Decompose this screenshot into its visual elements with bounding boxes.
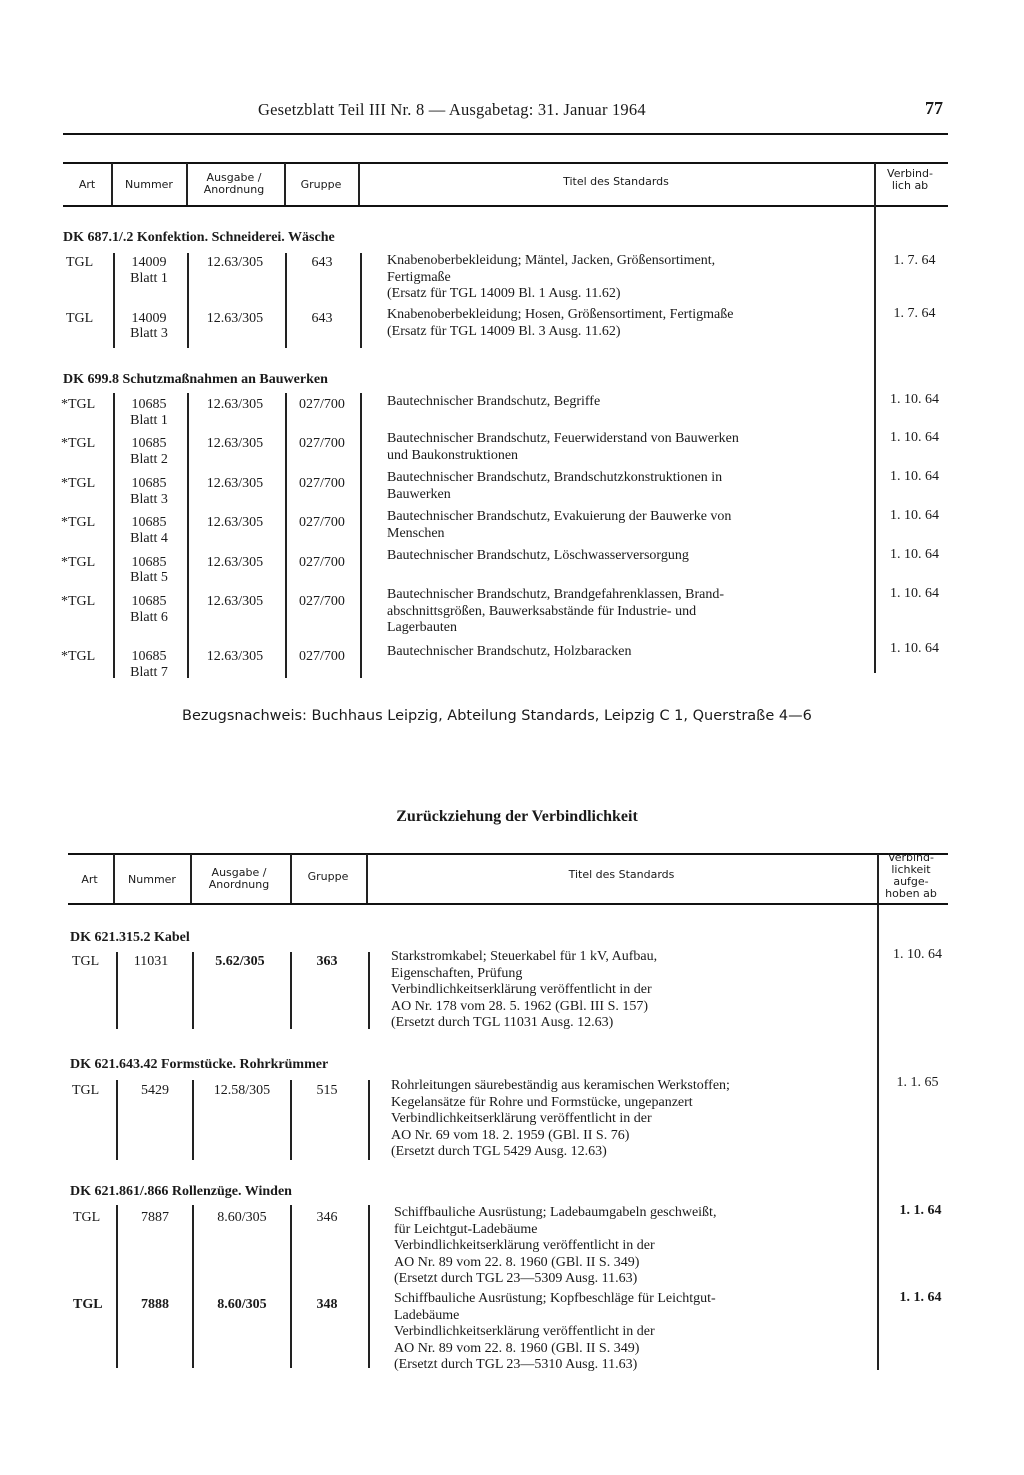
cell-date: 1. 10. 64	[890, 508, 939, 523]
col-sep	[192, 1205, 194, 1368]
cell-date: 1. 10. 64	[890, 547, 939, 562]
section-heading: DK 699.8 Schutzmaßnahmen an Bauwerken	[63, 372, 328, 387]
cell-ausgabe: 12.63/305	[206, 476, 264, 491]
cell-blatt: Blatt 3	[130, 492, 168, 507]
title-line: Bautechnischer Brandschutz, Feuerwiderstand von Bauwerken	[387, 431, 739, 446]
cell-date: 1. 10. 64	[890, 392, 939, 407]
cell-date: 1. 7. 64	[893, 253, 936, 268]
cell-ausgabe: 12.63/305	[206, 397, 264, 412]
col-sep	[186, 163, 188, 205]
title-line: Knabenoberbekleidung; Hosen, Größensortiment, Fertigmaße	[387, 307, 734, 322]
cell-date: 1. 10. 64	[890, 641, 939, 656]
cell-blatt: Blatt 5	[130, 570, 168, 585]
cell-nummer: 7887	[141, 1210, 169, 1225]
cell-art: *TGL	[61, 649, 96, 664]
col-header-titel: Titel des Standards	[568, 868, 675, 881]
cell-gruppe: 643	[311, 311, 333, 326]
col-sep	[874, 163, 876, 205]
col-sep	[360, 393, 362, 678]
cell-ausgabe: 12.63/305	[206, 255, 264, 270]
title-line: Bautechnischer Brandschutz, Evakuierung der Bauwerke von	[387, 509, 732, 524]
col-sep	[360, 253, 362, 348]
cell-blatt: Blatt 7	[130, 665, 168, 680]
cell-titel	[387, 587, 867, 637]
cell-blatt: Blatt 1	[130, 413, 168, 428]
cell-titel	[387, 253, 867, 303]
title-line: Bautechnischer Brandschutz, Brandschutzkonstruktionen in	[387, 470, 723, 485]
cell-nummer: 10685	[131, 476, 167, 491]
col-sep	[190, 854, 192, 903]
cell-nummer: 10685	[131, 515, 167, 530]
title-line: Schiffbauliche Ausrüstung; Kopfbeschläge für Leichtgut-	[394, 1291, 716, 1306]
page-number: 77	[925, 98, 943, 118]
table1-header-rule	[63, 205, 948, 207]
title-line: Verbindlichkeitserklärung veröffentlicht in der	[394, 1238, 655, 1253]
cell-titel	[387, 470, 867, 503]
cell-ausgabe: 12.63/305	[206, 515, 264, 530]
cell-blatt: Blatt 4	[130, 531, 168, 546]
cell-nummer: 14009	[131, 255, 167, 270]
cell-ausgabe: 12.63/305	[206, 436, 264, 451]
cell-gruppe: 027/700	[299, 515, 345, 530]
cell-art: TGL	[72, 1083, 100, 1098]
col-sep	[290, 1205, 292, 1368]
cell-art: TGL	[66, 255, 94, 270]
col-header-ausgabe: Ausgabe / Anordnung	[208, 866, 270, 891]
cell-date: 1. 1. 64	[899, 1203, 942, 1218]
title-line: Verbindlichkeitserklärung veröffentlicht in der	[394, 1324, 655, 1339]
cell-date: 1. 10. 64	[890, 469, 939, 484]
col-header-verbindlich: Verbind- lich ab	[887, 167, 933, 192]
col-sep	[368, 1080, 370, 1160]
title-line: Lagerbauten	[387, 620, 457, 635]
cell-gruppe: 027/700	[299, 555, 345, 570]
col-header-ausgabe: Ausgabe / Anordnung	[203, 171, 265, 196]
title-line: AO Nr. 178 vom 28. 5. 1962 (GBl. III S. 157)	[391, 998, 649, 1014]
cell-titel	[387, 307, 867, 340]
bezugsnachweis: Bezugsnachweis: Buchhaus Leipzig, Abteilung Standards, Leipzig C 1, Querstraße 4—6	[182, 708, 812, 724]
cell-nummer: 10685	[131, 594, 167, 609]
cell-ausgabe: 12.58/305	[213, 1083, 271, 1098]
cell-date: 1. 10. 64	[890, 430, 939, 445]
cell-art: *TGL	[61, 555, 96, 570]
title-line: Eigenschaften, Prüfung	[391, 965, 523, 981]
title-line: Schiffbauliche Ausrüstung; Ladebaumgabeln geschweißt,	[394, 1205, 717, 1220]
cell-titel	[391, 1078, 871, 1161]
col-header-gruppe: Gruppe	[307, 870, 349, 883]
title-line: Ladebäume	[394, 1307, 460, 1323]
cell-art: *TGL	[61, 436, 96, 451]
section-heading: DK 687.1/.2 Konfektion. Schneiderei. Wäsche	[63, 230, 335, 245]
cell-ausgabe: 8.60/305	[217, 1297, 267, 1312]
cell-gruppe: 348	[316, 1297, 338, 1312]
running-header: Gesetzblatt Teil III Nr. 8 — Ausgabetag: 31. Januar 1964	[258, 100, 646, 119]
table2-top-rule	[68, 853, 948, 855]
cell-date: 1. 1. 64	[899, 1290, 942, 1305]
section-heading: DK 621.315.2 Kabel	[70, 930, 190, 945]
cell-nummer: 10685	[131, 555, 167, 570]
title-line: Bautechnischer Brandschutz, Holzbaracken	[387, 644, 632, 659]
cell-gruppe: 515	[316, 1083, 338, 1098]
cell-gruppe: 027/700	[299, 649, 345, 664]
title-line: (Ersatz für TGL 14009 Bl. 3 Ausg. 11.62)	[387, 323, 621, 339]
cell-ausgabe: 12.63/305	[206, 649, 264, 664]
cell-nummer: 11031	[133, 954, 169, 969]
table1-top-rule	[63, 162, 948, 164]
title-line: AO Nr. 89 vom 22. 8. 1960 (GBl. II S. 349)	[394, 1340, 640, 1356]
cell-gruppe: 027/700	[299, 476, 345, 491]
cell-titel	[387, 509, 867, 542]
cell-ausgabe: 12.63/305	[206, 555, 264, 570]
title-line: Starkstromkabel; Steuerkabel für 1 kV, Aufbau,	[391, 949, 658, 964]
cell-gruppe: 346	[316, 1210, 338, 1225]
title-line: Fertigmaße	[387, 269, 451, 285]
cell-art: *TGL	[61, 476, 96, 491]
cell-art: TGL	[73, 1210, 101, 1225]
title-line: (Ersetzt durch TGL 5429 Ausg. 12.63)	[391, 1144, 607, 1159]
cell-nummer: 10685	[131, 436, 167, 451]
cell-blatt: Blatt 2	[130, 452, 168, 467]
col-header-gruppe: Gruppe	[300, 178, 342, 191]
cell-nummer: 10685	[131, 649, 167, 664]
title-line: AO Nr. 69 vom 18. 2. 1959 (GBl. II S. 76)	[391, 1127, 630, 1143]
section-heading: DK 621.643.42 Formstücke. Rohrkrümmer	[70, 1057, 329, 1072]
cell-art: TGL	[66, 311, 94, 326]
cell-art: *TGL	[61, 397, 96, 412]
cell-titel	[387, 394, 867, 411]
cell-nummer: 14009	[131, 311, 167, 326]
cell-blatt: Blatt 6	[130, 610, 168, 625]
title-line: (Ersetzt durch TGL 23—5310 Ausg. 11.63)	[394, 1357, 638, 1372]
cell-nummer: 5429	[141, 1083, 169, 1098]
cell-titel	[394, 1291, 874, 1374]
cell-ausgabe: 12.63/305	[206, 594, 264, 609]
col-header-titel: Titel des Standards	[563, 175, 669, 188]
cell-ausgabe: 8.60/305	[217, 1210, 267, 1225]
cell-date: 1. 10. 64	[893, 947, 942, 962]
cell-date: 1. 7. 64	[893, 306, 936, 321]
title-line: Bauwerken	[387, 486, 451, 502]
section-title: Zurückziehung der Verbindlichkeit	[396, 808, 638, 825]
cell-titel	[387, 548, 867, 565]
cell-date: 1. 1. 65	[896, 1075, 939, 1090]
col-sep	[874, 205, 876, 673]
cell-titel	[387, 644, 867, 661]
cell-titel	[387, 431, 867, 464]
header-rule	[63, 133, 948, 135]
col-sep	[368, 1205, 370, 1368]
col-sep	[877, 854, 879, 903]
cell-date: 1. 10. 64	[890, 586, 939, 601]
cell-blatt: Blatt 1	[130, 271, 168, 286]
cell-gruppe: 363	[316, 954, 338, 969]
col-sep	[877, 905, 879, 1370]
cell-gruppe: 027/700	[299, 594, 345, 609]
col-sep	[116, 1205, 118, 1368]
cell-gruppe: 643	[311, 255, 333, 270]
cell-ausgabe: 12.63/305	[206, 311, 264, 326]
title-line: (Ersetzt durch TGL 11031 Ausg. 12.63)	[391, 1015, 614, 1030]
title-line: Kegelansätze für Rohre und Formstücke, ungepanzert	[391, 1094, 693, 1110]
col-header-art: Art	[78, 178, 96, 191]
cell-nummer: 7888	[141, 1297, 169, 1312]
title-line: Rohrleitungen säurebeständig aus keramischen Werkstoffen;	[391, 1078, 730, 1093]
col-header-verbindlich: Verbind- lichkeit aufge- hoben ab	[885, 851, 937, 900]
title-line: Bautechnischer Brandschutz, Begriffe	[387, 394, 601, 409]
col-header-nummer: Nummer	[128, 873, 176, 886]
cell-blatt: Blatt 3	[130, 326, 168, 341]
title-line: AO Nr. 89 vom 22. 8. 1960 (GBl. II S. 349)	[394, 1254, 640, 1270]
title-line: für Leichtgut-Ladebäume	[394, 1221, 538, 1237]
table2-header-rule	[68, 903, 948, 905]
cell-gruppe: 027/700	[299, 436, 345, 451]
title-line: Knabenoberbekleidung; Mäntel, Jacken, Größensortiment,	[387, 253, 716, 268]
cell-art: TGL	[73, 1297, 103, 1312]
title-line: (Ersatz für TGL 14009 Bl. 1 Ausg. 11.62)	[387, 286, 621, 301]
cell-art: TGL	[72, 954, 100, 969]
section-heading: DK 621.861/.866 Rollenzüge. Winden	[70, 1184, 292, 1199]
cell-ausgabe: 5.62/305	[215, 954, 265, 969]
col-sep	[368, 952, 370, 1029]
cell-titel	[391, 949, 871, 1032]
title-line: Verbindlichkeitserklärung veröffentlicht in der	[391, 1111, 652, 1126]
cell-gruppe: 027/700	[299, 397, 345, 412]
cell-art: *TGL	[61, 594, 96, 609]
title-line: abschnittsgrößen, Bauwerksabstände für Industrie- und	[387, 603, 697, 619]
title-line: Bautechnischer Brandschutz, Löschwasserversorgung	[387, 548, 689, 563]
col-header-nummer: Nummer	[125, 178, 173, 191]
cell-nummer: 10685	[131, 397, 167, 412]
cell-art: *TGL	[61, 515, 96, 530]
cell-titel	[394, 1205, 874, 1288]
title-line: Menschen	[387, 525, 445, 541]
title-line: (Ersetzt durch TGL 23—5309 Ausg. 11.63)	[394, 1271, 638, 1286]
title-line: und Baukonstruktionen	[387, 447, 519, 463]
col-header-art: Art	[81, 873, 98, 886]
title-line: Bautechnischer Brandschutz, Brandgefahrenklassen, Brand-	[387, 587, 725, 602]
title-line: Verbindlichkeitserklärung veröffentlicht in der	[391, 982, 652, 997]
